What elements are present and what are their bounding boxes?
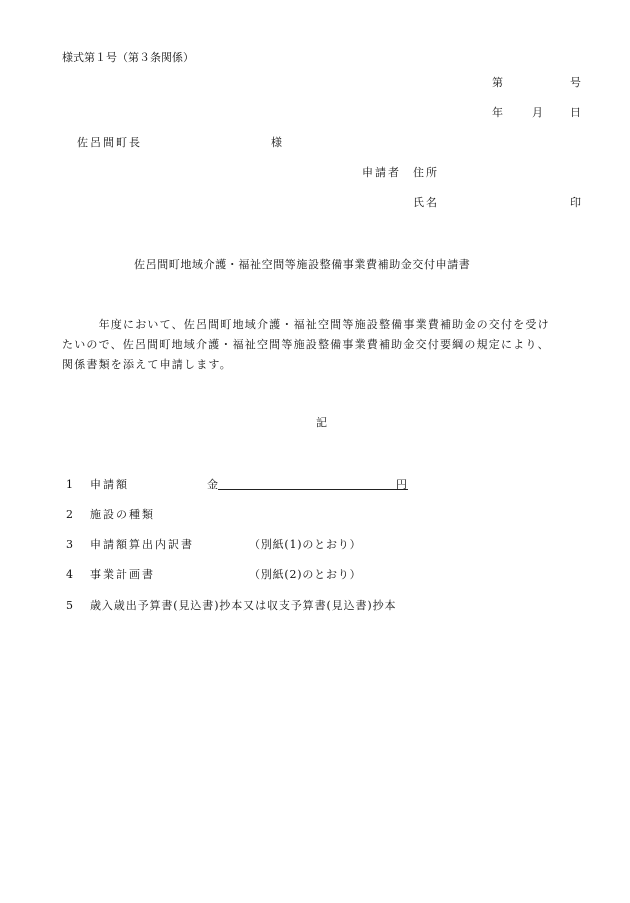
- item-4-label: 事業計画書: [90, 568, 155, 581]
- item-3-label: 申請額算出内訳書: [90, 538, 194, 551]
- item-1-label: 申請額: [90, 478, 129, 491]
- item-4-note: （別紙(2)のとおり）: [249, 568, 362, 581]
- ki-heading: 記: [316, 416, 327, 429]
- item-5-number: 5: [66, 599, 73, 612]
- doc-number-dai: 第: [492, 76, 503, 89]
- date-day: 日: [570, 106, 581, 119]
- body-line-2: たいので、佐呂間町地域介護・福祉空間等施設整備事業費補助金交付要綱の規定により、: [62, 338, 550, 351]
- doc-number-go: 号: [570, 76, 581, 89]
- applicant-name-label: 氏名: [413, 196, 439, 209]
- applicant-address-label: 住所: [413, 166, 439, 179]
- item-1-number: 1: [66, 478, 73, 491]
- item-1-suffix: 円: [396, 478, 407, 491]
- date-month: 月: [532, 106, 543, 119]
- body-line-3: 関係書類を添えて申請します。: [62, 358, 232, 371]
- form-label: 様式第１号（第３条関係）: [62, 51, 194, 64]
- item-3-note: （別紙(1)のとおり）: [249, 538, 362, 551]
- item-5-label: 歳入歳出予算書(見込書)抄本又は収支予算書(見込書)抄本: [90, 599, 397, 612]
- document-title: 佐呂間町地域介護・福祉空間等施設整備事業費補助金交付申請書: [134, 258, 471, 271]
- item-3-number: 3: [66, 538, 73, 551]
- amount-input-line[interactable]: [218, 489, 408, 490]
- body-paragraph: [62, 315, 582, 375]
- date-year: 年: [492, 106, 503, 119]
- applicant-label: 申請者: [362, 166, 401, 179]
- applicant-seal: 印: [570, 196, 581, 209]
- addressee-name: 佐呂間町長: [77, 136, 142, 149]
- body-line-1: 年度において、佐呂間町地域介護・福祉空間等施設整備事業費補助金の交付を受け: [62, 318, 550, 331]
- item-2-number: 2: [66, 508, 73, 521]
- item-1-prefix: 金: [207, 478, 218, 491]
- item-4-number: 4: [66, 568, 73, 581]
- addressee-honorific: 様: [271, 136, 282, 149]
- item-2-label: 施設の種類: [90, 508, 155, 521]
